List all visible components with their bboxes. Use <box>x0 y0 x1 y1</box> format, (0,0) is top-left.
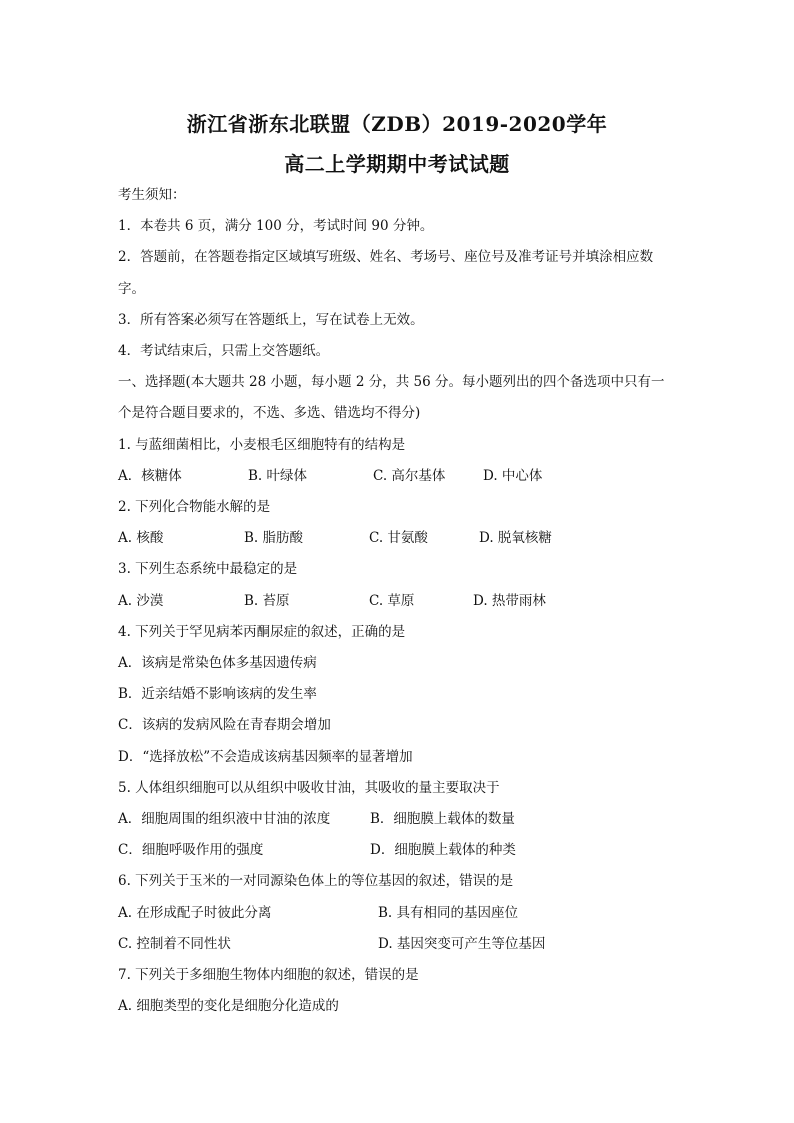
option-b: B．近亲结婚不影响该病的发生率 <box>118 686 317 702</box>
option-a: A．细胞周围的组织液中甘油的浓度 <box>118 811 331 827</box>
option-a: A．核糖体 <box>118 468 182 484</box>
option-d: D. 基因突变可产生等位基因 <box>378 936 546 952</box>
option-c: C．该病的发病风险在青春期会增加 <box>118 717 331 733</box>
option-b: B. 具有相同的基因座位 <box>378 905 519 921</box>
option-d: D. 脱氧核糖 <box>479 530 552 546</box>
option-a: A. 核酸 <box>118 530 164 546</box>
notice-heading: 考生须知： <box>118 187 186 203</box>
question-stem: 7. 下列关于多细胞生物体内细胞的叙述，错误的是 <box>118 967 419 983</box>
option-a: A. 沙漠 <box>118 593 164 609</box>
option-b: B．细胞膜上载体的数量 <box>370 811 515 827</box>
notice-item-2: 2．答题前，在答题卷指定区域填写班级、姓名、考场号、座位号及准考证号并填涂相应数 <box>118 249 654 265</box>
notice-item-2-cont: 字。 <box>118 281 145 297</box>
question-stem: 4. 下列关于罕见病苯丙酮尿症的叙述，正确的是 <box>118 624 406 640</box>
question-stem: 2. 下列化合物能水解的是 <box>118 499 271 515</box>
option-c: C. 草原 <box>369 593 415 609</box>
option-a: A．该病是常染色体多基因遗传病 <box>118 655 317 671</box>
question-stem: 1. 与蓝细菌相比，小麦根毛区细胞特有的结构是 <box>118 437 406 453</box>
notice-item-1: 1．本卷共 6 页，满分 100 分，考试时间 90 分钟。 <box>118 218 434 234</box>
exam-subtitle: 高二上学期期中考试试题 <box>284 152 510 176</box>
question-stem: 3. 下列生态系统中最稳定的是 <box>118 561 298 577</box>
question-stem: 6. 下列关于玉米的一对同源染色体上的等位基因的叙述，错误的是 <box>118 873 514 889</box>
option-a: A. 在形成配子时彼此分离 <box>118 905 272 921</box>
notice-item-3: 3．所有答案必须写在答题纸上，写在试卷上无效。 <box>118 312 424 328</box>
section-heading: 一、选择题(本大题共 28 小题，每小题 2 分，共 56 分。每小题列出的四个备选项中只有一 <box>118 374 665 390</box>
option-b: B. 苔原 <box>244 593 290 609</box>
question-stem: 5. 人体组织细胞可以从组织中吸收甘油，其吸收的量主要取决于 <box>118 780 500 796</box>
option-d: D. 热带雨林 <box>473 593 546 609</box>
exam-title: 浙江省浙东北联盟（ZDB）2019-2020学年 <box>186 112 608 136</box>
option-c: C．细胞呼吸作用的强度 <box>118 842 264 858</box>
option-b: B. 脂肪酸 <box>244 530 304 546</box>
option-b: B. 叶绿体 <box>248 468 308 484</box>
option-d: D. 中心体 <box>483 468 543 484</box>
option-c: C. 高尔基体 <box>373 468 446 484</box>
option-c: C. 甘氨酸 <box>369 530 428 546</box>
notice-item-4: 4．考试结束后，只需上交答题纸。 <box>118 343 330 359</box>
option-d: D．“选择放松”不会造成该病基因频率的显著增加 <box>118 749 413 765</box>
option-a: A. 细胞类型的变化是细胞分化造成的 <box>118 998 339 1014</box>
option-d: D．细胞膜上载体的种类 <box>370 842 516 858</box>
section-heading-cont: 个是符合题目要求的，不选、多选、错选均不得分) <box>118 405 421 421</box>
option-c: C. 控制着不同性状 <box>118 936 231 952</box>
